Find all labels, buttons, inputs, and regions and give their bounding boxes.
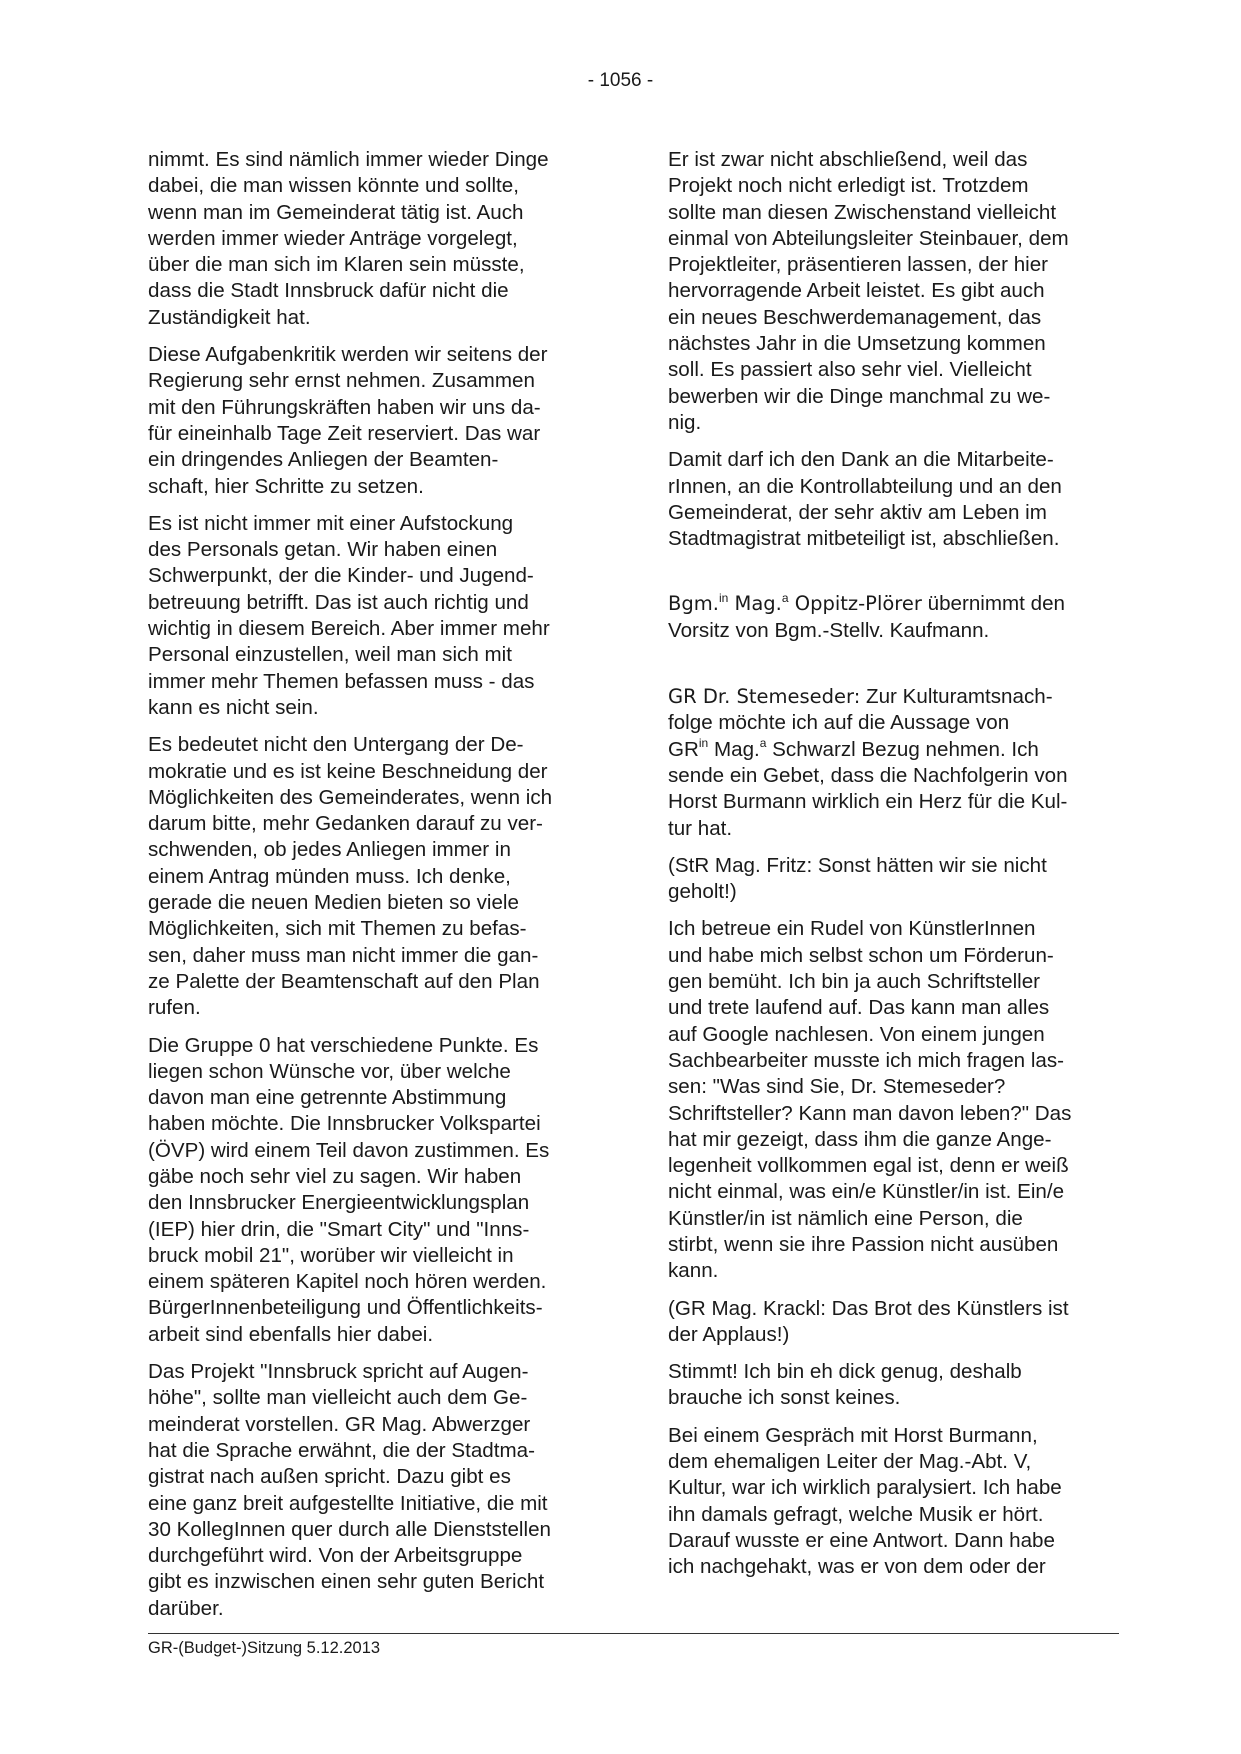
text-line: werden immer wieder Anträge vorgelegt, (148, 226, 518, 250)
text-line: und trete laufend auf. Das kann man alles (668, 996, 1050, 1020)
footer-divider (148, 1633, 1119, 1634)
text-line: Personal einzustellen, weil man sich mit (148, 643, 512, 667)
title-text: Mag. (728, 592, 782, 616)
text-line: Möglichkeiten, sich mit Themen zu befas- (148, 917, 527, 941)
text-line: eine ganz breit aufgestellte Initiative, die mit (148, 1491, 548, 1515)
text-line: dabei, die man wissen könnte und sollte, (148, 174, 519, 198)
text-line: Ich betreue ein Rudel von KünstlerInnen (668, 917, 1036, 941)
text-line: über die man sich im Klaren sein müsste, (148, 253, 525, 277)
text-line: kann. (668, 1259, 719, 1283)
text-line: geholt!) (668, 880, 737, 904)
text-line: Schriftsteller? Kann man davon leben?" Das (668, 1101, 1072, 1125)
text-line: nächstes Jahr in die Umsetzung kommen (668, 332, 1046, 356)
page-number: - 1056 - (587, 70, 654, 91)
text-line: Die Gruppe 0 hat verschiedene Punkte. Es (148, 1033, 539, 1057)
text-line: hat die Sprache erwähnt, die der Stadtma- (148, 1438, 535, 1462)
interjection (668, 1296, 1113, 1349)
text-segment: Mag. (708, 737, 760, 761)
text-line: nimmt. Es sind nämlich immer wieder Dinge (148, 148, 549, 171)
text-line: nicht einmal, was ein/e Künstler/in ist. Ein/e (668, 1180, 1065, 1204)
text-line: folge möchte ich auf die Aussage von (668, 711, 1010, 735)
text-line: Bei einem Gespräch mit Horst Burmann, (668, 1423, 1038, 1447)
text-line: immer mehr Themen befassen muss - das (148, 669, 535, 693)
text-line: rInnen, an die Kontrollabteilung und an den (668, 474, 1062, 498)
text-segment: GR (668, 737, 699, 761)
left-column (148, 147, 593, 1633)
text-segment: übernimmt den (921, 592, 1065, 616)
text-line: der Applaus!) (668, 1322, 790, 1346)
speaker-name: GR Dr. Stemeseder: (668, 685, 861, 709)
text-line: für eineinhalb Tage Zeit reserviert. Das war (148, 421, 541, 445)
text-line: haben möchte. Die Innsbrucker Volkspartei (148, 1112, 541, 1136)
text-line: einmal von Abteilungsleiter Steinbauer, dem (668, 226, 1069, 250)
text-line: des Personals getan. Wir haben einen (148, 538, 498, 562)
text-line: darüber. (148, 1596, 224, 1620)
text-line: gen bemüht. Ich bin ja auch Schriftsteller (668, 970, 1041, 994)
text-line: Darauf wusste er eine Antwort. Dann habe (668, 1528, 1055, 1552)
text-line: ihn damals gefragt, welche Musik er hört. (668, 1502, 1044, 1526)
text-line: meinderat vorstellen. GR Mag. Abwerzger (148, 1412, 531, 1436)
text-line: (GR Mag. Krackl: Das Brot des Künstlers ist (668, 1296, 1069, 1320)
text-line: Diese Aufgabenkritik werden wir seitens der (148, 343, 548, 367)
text-line: bruck mobil 21", worüber wir vielleicht in (148, 1243, 514, 1267)
text-line: wenn man im Gemeinderat tätig ist. Auch (148, 200, 524, 224)
text-line: Projekt noch nicht erledigt ist. Trotzdem (668, 174, 1029, 198)
text-line: einem Antrag münden muss. Ich denke, (148, 864, 511, 888)
text-line: (ÖVP) wird einem Teil davon zustimmen. Es (148, 1138, 550, 1162)
text-line: darum bitte, mehr Gedanken darauf zu ver- (148, 812, 543, 836)
text-line: gistrat nach außen spricht. Dazu gibt es (148, 1465, 511, 1489)
text-line: (StR Mag. Fritz: Sonst hätten wir sie nicht (668, 853, 1047, 877)
text-line: Stadtmagistrat mitbeteiligt ist, abschließen. (668, 527, 1060, 551)
text-line: hervorragende Arbeit leistet. Es gibt auch (668, 279, 1045, 303)
text-segment: Schwarzl Bezug nehmen. Ich (766, 737, 1039, 761)
text-line: ich nachgehakt, was er von dem oder der (668, 1555, 1046, 1579)
text-line: sen: "Was sind Sie, Dr. Stemeseder? (668, 1075, 1006, 1099)
text-line: Künstler/in ist nämlich eine Person, die (668, 1206, 1023, 1230)
text-line: Möglichkeiten des Gemeinderates, wenn ich (148, 785, 553, 809)
text-line: BürgerInnenbeteiligung und Öffentlichkeits- (148, 1296, 543, 1320)
text-line: Vorsitz von Bgm.-Stellv. Kaufmann. (668, 618, 990, 642)
text-line: arbeit sind ebenfalls hier dabei. (148, 1322, 434, 1346)
superscript: a (759, 735, 767, 750)
text-line: Kultur, war ich wirklich paralysiert. Ich habe (668, 1476, 1062, 1500)
text-line: Das Projekt "Innsbruck spricht auf Augen- (148, 1360, 529, 1384)
paragraph (668, 447, 1113, 552)
text-line: und habe mich selbst schon um Förderun- (668, 943, 1054, 967)
text-line: stirbt, wenn sie ihre Passion nicht ausüben (668, 1232, 1059, 1256)
paragraph (148, 732, 593, 1021)
text-line: hat mir gezeigt, dass ihm die ganze Ange- (668, 1127, 1052, 1151)
text-line (668, 737, 1113, 763)
text-line: legenheit vollkommen egal ist, denn er weiß (668, 1154, 1069, 1178)
text-line: 30 KollegInnen quer durch alle Dienststellen (148, 1517, 551, 1541)
text-line: ein neues Beschwerdemanagement, das (668, 305, 1042, 329)
text-line: sende ein Gebet, dass die Nachfolgerin von (668, 763, 1068, 787)
paragraph (668, 916, 1113, 1284)
text-line: tur hat. (668, 816, 733, 840)
text-line: sen, daher muss man nicht immer die gan- (148, 943, 539, 967)
text-line: sollte man diesen Zwischenstand vielleicht (668, 200, 1057, 224)
text-line: Gemeinderat, der sehr aktiv am Leben im (668, 500, 1047, 524)
superscript: in (698, 735, 709, 750)
text-line: Stimmt! Ich bin eh dick genug, deshalb (668, 1360, 1022, 1384)
text-line: mit den Führungskräften haben wir uns da- (148, 395, 541, 419)
text-segment: Zur Kulturamtsnach- (860, 685, 1053, 709)
text-line: Sachbearbeiter musste ich mich fragen las- (668, 1048, 1065, 1072)
paragraph (148, 511, 593, 721)
text-line: soll. Es passiert also sehr viel. Vielleicht (668, 358, 1032, 382)
text-line: Damit darf ich den Dank an die Mitarbeite- (668, 448, 1054, 472)
speaker-name: Oppitz-Plörer (788, 592, 922, 616)
text-line: Er ist zwar nicht abschließend, weil das (668, 148, 1028, 171)
text-line: schwenden, ob jedes Anliegen immer in (148, 838, 511, 862)
text-line: brauche ich sonst keines. (668, 1386, 901, 1410)
right-column (668, 147, 1113, 1592)
text-line: liegen schon Wünsche vor, über welche (148, 1059, 511, 1083)
text-line: wichtig in diesem Bereich. Aber immer mehr (148, 617, 550, 641)
text-line: Projektleiter, präsentieren lassen, der hier (668, 253, 1049, 277)
text-line: davon man eine getrennte Abstimmung (148, 1086, 507, 1110)
text-line: ze Palette der Beamtenschaft auf den Plan (148, 969, 540, 993)
text-line: gerade die neuen Medien bieten so viele (148, 891, 519, 915)
text-line: bewerben wir die Dinge manchmal zu we- (668, 384, 1051, 408)
text-line: auf Google nachlesen. Von einem jungen (668, 1022, 1045, 1046)
text-line: höhe", sollte man vielleicht auch dem Ge- (148, 1386, 528, 1410)
text-lines (668, 763, 1113, 842)
text-line: nig. (668, 410, 702, 434)
text-line: kann es nicht sein. (148, 695, 319, 719)
text-line: durchgeführt wird. Von der Arbeitsgruppe (148, 1544, 523, 1568)
text-line: ein dringendes Anliegen der Beamten- (148, 448, 499, 472)
text-line: Regierung sehr ernst nehmen. Zusammen (148, 369, 535, 393)
text-line: Es bedeutet nicht den Untergang der De- (148, 733, 524, 757)
paragraph (148, 1359, 593, 1622)
interjection (668, 853, 1113, 906)
chair-change-note (668, 591, 1113, 644)
text-line: Zuständigkeit hat. (148, 305, 311, 329)
paragraph (148, 342, 593, 500)
text-line: gäbe noch sehr viel zu sagen. Wir haben (148, 1164, 522, 1188)
text-line: einem späteren Kapitel noch hören werden. (148, 1270, 547, 1294)
superscript: a (781, 590, 789, 605)
paragraph (148, 147, 593, 331)
speaker-paragraph (668, 684, 1113, 842)
text-line: Es ist nicht immer mit einer Aufstockung (148, 511, 514, 535)
text-line: schaft, hier Schritte zu setzen. (148, 474, 424, 498)
text-line: betreuung betrifft. Das ist auch richtig und (148, 590, 529, 614)
paragraph (668, 147, 1113, 436)
superscript: in (718, 590, 729, 605)
text-line: dass die Stadt Innsbruck dafür nicht die (148, 279, 509, 303)
paragraph (668, 1423, 1113, 1581)
text-line: den Innsbrucker Energieentwicklungsplan (148, 1191, 530, 1215)
text-line: rufen. (148, 996, 201, 1020)
text-line: Horst Burmann wirklich ein Herz für die Kul- (668, 790, 1068, 814)
text-line (668, 591, 1113, 617)
text-line: dem ehemaligen Leiter der Mag.-Abt. V, (668, 1450, 1032, 1474)
footer-session-label: GR-(Budget-)Sitzung 5.12.2013 (148, 1639, 381, 1657)
paragraph (668, 1359, 1113, 1412)
text-line: Schwerpunkt, der die Kinder- und Jugend- (148, 564, 534, 588)
text-line: (IEP) hier drin, die "Smart City" und "Inns- (148, 1217, 530, 1241)
paragraph (148, 1033, 593, 1349)
text-line (668, 684, 1113, 710)
text-line: gibt es inzwischen einen sehr guten Bericht (148, 1570, 545, 1594)
text-line: mokratie und es ist keine Beschneidung der (148, 759, 548, 783)
title-text: Bgm. (668, 592, 719, 616)
